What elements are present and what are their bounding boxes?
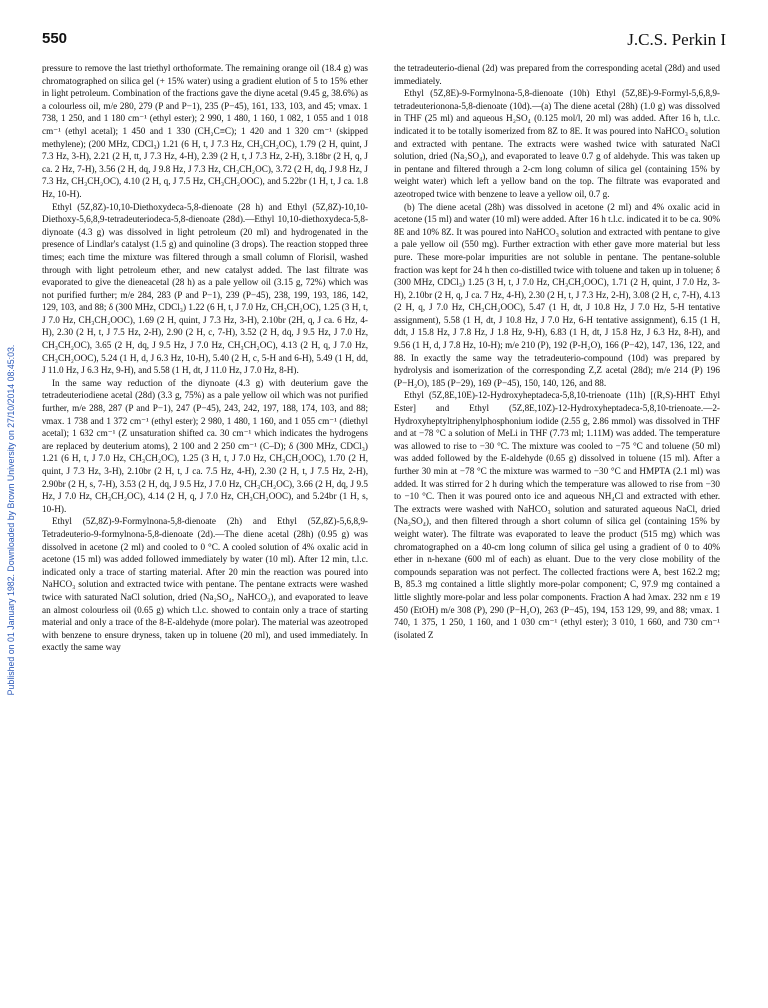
- page-number: 550: [42, 30, 68, 47]
- journal-title: J.C.S. Perkin I: [627, 30, 726, 49]
- download-watermark: [4, 0, 18, 1008]
- paragraph: Ethyl (5Z,8Z)-9-Formylnona-5,8-dienoate (2h) and Ethyl (5Z,8Z)-5,6,8,9-Tetradeuterio-9-formylnona-5,8-dienoate (2d).—The diene acetal (28h) (0.95 g) was dissolved in acetone (2 ml) and cooled to 0 °C. A cooled solution of 4% oxalic acid in acetone (15 ml) was added followed immediately by water (10 ml). After 12 min, t.l.c. indicated only a trace of starting material. After 20 min the reaction was poured into NaHCO₃ solution and extracted twice with pentane. The pentane extracts were washed twice with saturated NaCl solution, dried (Na₂SO₄, NaHCO₃), and evaporated to leave an almost colourless oil (0.65 g) which t.l.c. showed to contain only a trace of starting material and only a trace of the 8-E-aldehyde (more polar). The material was azeotroped with benzene to ensure dryness, taken up in toluene (20 ml), and used immediately. In exactly the same way: [42, 516, 368, 653]
- paragraph: the tetradeuterio-dienal (2d) was prepared from the corresponding acetal (28d) and used immediately.: [394, 63, 720, 86]
- paragraph: pressure to remove the last triethyl orthoformate. The remaining orange oil (18.4 g) was chromatographed on silica gel (+ 15% water) using a gradient elution of 5 to 15% ether in light petroleum. Combination of the fractions gave the diyne acetal (9.45 g, 38.6%) as a colourless oil, m/e 280, 279 (P and P−1), 235 (P−45), 161, 133, 103, and 45; νmax. 1 738, 1 250, and 1 180 cm⁻¹ (ethyl ester); 2 990, 1 480, 1 160, 1 082, 1 055 and 1 018 cm⁻¹ (ethyl acetal); 1 450 and 1 330 (CH₂C≡C); 1 420 and 1 320 cm⁻¹ (skipped methylene); (200 MHz, CDCl₃) 1.21 (6 H, t, J 7.3 Hz, CH₃CH₂OC), 1.79 (2 H, quint, J 7.3 Hz, 3-H), 2.21 (2 H, tt, J 7.3 Hz, 4-H), 2.39 (2 H, t, J 7.3 Hz, 2-H), 3.18br (2 H, q, J ca. 2 Hz, 7-H), 3.56 (2 H, dq, J 9.8 Hz, J 7.3 Hz, CH₃CH₂OC), 3.72 (2 H, dq, J 9.8 Hz, J 7.3 Hz, CH₃CH₂OC), 4.10 (2 H, q, J 7.5 Hz, CH₃CH₂OOC), and 5.22br (1 H, t, J ca. 1.8 Hz, 10-H).: [42, 63, 368, 199]
- right-column: [394, 62, 720, 990]
- left-column: [42, 62, 368, 990]
- watermark-text: Published on 01 January 1982. Downloaded by Brown University on 27/10/2014 08:45:03.: [6, 344, 16, 696]
- paragraph: Ethyl (5Z,8Z)-10,10-Diethoxydeca-5,8-dienoate (28 h) and Ethyl (5Z,8Z)-10,10-Diethoxy-5,6,8,9-tetradeuteriodeca-5,8-dienoate (28d).—Ethyl 10,10-diethoxydeca-5,8-diynoate (4.3 g) was dissolved in light petroleum (20 ml) and hydrogenated in the presence of Lindlar's catalyst (1.5 g) and quinoline (3 drops). The reaction stopped three times; each time the mixture was filtered through a small column of Florisil, washed through with light petroleum ether, and new catalyst added. The last filtrate was evaporated to give the dieneacetal (28 h) as a pale yellow oil (3.15 g, 72%) which was not purified further; m/e 284, 283 (P and P−1), 239 (P−45), 238, 199, 193, 186, 142, 129, 103, and 88; δ (300 MHz, CDCl₃) 1.22 (6 H, t, J 7.0 Hz, CH₃CH₂OC), 1.25 (3 H, t, J 7.0 Hz, CH₃CH₂OOC), 1.69 (2 H, quint, J 7.3 Hz, 3-H), 2.10br (2H, q, J ca. 6 Hz, 4-H), 2.30 (2 H, t, J 7.5 Hz, 2-H), 2.90 (2 H, c, 7-H), 3.52 (2 H, dq, J 9.5 Hz, J 7.0 Hz, CH₃CH₂OC), 3.65 (2 H, dq, J 9.5 Hz, J 7.0 Hz, CH₃CH₂OC), 4.13 (2 H, q, J 7.0 Hz, CH₃CH₂OOC), 5.24 (1 H, d, J 6.3 Hz, 10-H), 5.40 (2 H, c, 5-H and 6-H), 5.49 (1 H, dd, J 11.0 Hz, J 6.3 Hz, 9-H), and 5.58 (1 H, dt, J 11.0 Hz, J 7.0 Hz, 8-H).: [42, 201, 368, 376]
- paragraph: (b) The diene acetal (28h) was dissolved in acetone (2 ml) and 4% oxalic acid in acetone (15 ml) and water (10 ml) were added. After 16 h t.l.c. indicated it to be ca. 90% 8E and 10% 8Z. It was poured into NaHCO₃ solution and extracted with pentane to give a pale yellow oil (550 mg). Further extraction with ether gave more material but less pure. These more-polar impurities are not soluble in pentane. The pentane-soluble fraction was kept for 24 h then co-distilled twice with toluene and taken up in toluene; δ (300 MHz, CDCl₃) 1.25 (3 H, t, J 7.0 Hz, CH₃CH₂OOC), 1.71 (2 H, quint, J 7.0 Hz, 3-H), 2.10br (2 H, q, J ca. 7 Hz, 4-H), 2.30 (2 H, t, J 7.3 Hz, 2-H), 3.08 (2 H, c, 7-H), 4.13 (2 H, q, J 7.0 Hz, CH₃CH₂OOC), 5.47 (1 H, dt, J 10.8 Hz, J 7.0 Hz, 5-H tentative assignment), 5.58 (1 H, dt, J 10.8 Hz, J 7.0 Hz, 6-H tentative assignment), 6.15 (1 H, ddt, J 15.8 Hz, J 7.8 Hz, J 1.8 Hz, 9-H), 6.83 (1 H, dt, J 15.8 Hz, J 6.3 Hz, 8-H), and 9.56 (1 H, d, J 7.8 Hz, 10-H); m/e 210 (P), 192 (P-H₂O), 166 (P−42), 147, 136, 122, and 88. In exactly the same way the tetradeuterio-compound (10d) was prepared by hydrolysis and isomerization of the corresponding Z,Z acetal (28d); m/e 214 (P) 196 (P−H₂O), 185 (P−29), 169 (P−45), 150, 140, 126, and 88.: [394, 201, 720, 388]
- paragraph: Ethyl (5Z,8E)-9-Formylnona-5,8-dienoate (10h) Ethyl (5Z,8E)-9-Formyl-5,6,8,9-tetradeuterionona-5,8-dienoate (10d).—(a) The diene acetal (28h) (1.0 g) was dissolved in THF (25 ml) and aqueous H₂SO₄ (0.125 mol/l, 20 ml) was added. After 16 h, t.l.c. indicated it to be totally isomerized from 8Z to 8E. It was poured into NaHCO₃ solution and extracted with pentane. The extracts were washed twice with saturated NaCl solution, dried (Na₂SO₄), and evaporated to leave 0.7 g of aldehyde. This was taken up in pentane and filtered through a 2-cm long column of silica gel (containing 15% by weight water) which left a yellow band on the top. The filtrate was evaporated and azeotroped twice with benzene to leave a yellow oil, 0.7 g.: [394, 88, 720, 199]
- paragraph: Ethyl (5Z,8E,10E)-12-Hydroxyheptadeca-5,8,10-trienoate (11h) [(R,S)-HHT Ethyl Ester] and Ethyl (5Z,8E,10Z)-12-Hydroxyheptadeca-5,8,10-trienoate.—2-Hydroxyheptyltriphenylphosphonium iodide (2.55 g, 2.86 mmol) was dissolved in THF and at −78 °C a solution of MeLi in THF (7.73 ml; 1.11M) was added. The temperature was allowed to rise to −30 °C. The mixture was cooled to −75 °C and toluene (50 ml) was added followed by the E-aldehyde (0.65 g) dissolved in toluene (15 ml). After a further 30 min at −78 °C the mixture was warmed to −30 °C and HMPTA (2.1 ml) was added. It was stirred for 2 h during which the temperature was allowed to rise from −30 to −10 °C. Then it was poured onto ice and aqueous NH₄Cl and extracted with ether. The extracts were washed with NaHCO₃ solution and saturated aqueous NaCl, dried (Na₂SO₄), and then filtered through a short column of silica gel (containing 15% by weight water). The filtrate was evaporated to leave the product (515 mg) which was chromatographed on a 40-cm long column of silica gel using a gradient of 0 to 40% ether in n-hexane (600 ml of each) as eluant. Due to the very close mobility of the compounds separation was not perfect. The collected fractions were A, best 162.2 mg; B, 85.3 mg contained a little slightly more-polar component; C, 97.9 mg contained a little slightly more-polar and less polar components. Fraction A had λmax. 232 nm ε 19 450 (EtOH) m/e 308 (P), 290 (P−H₂O), 263 (P−45), 194, 153 129, 99, and 88; νmax. 1 740, 1 375, 1 250, 1 160, and 1 030 cm⁻¹ (ethyl ester); 3 010, 1 660, and 730 cm⁻¹ (isolated Z: [394, 390, 720, 640]
- paragraph: In the same way reduction of the diynoate (4.3 g) with deuterium gave the tetradeuteriodiene acetal (28d) (3.3 g, 75%) as a pale yellow oil which was not purified further, m/e 288, 287 (P and P−1), 247 (P−45), 243, 242, 197, 188, 174, 103, and 88; νmax. 1 738 and 1 372 cm⁻¹ (ethyl ester); 2 980, 1 480, 1 160, and 1 055 cm⁻¹ (diethyl acetal); 1 632 cm⁻¹ (Z unsaturation shifted ca. 30 cm⁻¹ which indicates the hydrogens are replaced by deuterium atoms), 2 100 and 2 250 cm⁻¹ (C–D); δ (300 MHz, CDCl₃) 1.21 (6 H, t, J 7.0 Hz, CH₃CH₂OC), 1.25 (3 H, t, J 7.0 Hz, CH₃CH₂OOC), 1.70 (2 H, quint, J 7.3 Hz, 3-H), 2.10br (2 H, t, J ca. 7.5 Hz, 4-H), 2.30 (2 H, t, J 7.5 Hz, 2-H), 2.90br (2 H, s, 7-H), 3.53 (2 H, dq, J 9.5 Hz, J 7.0 Hz, CH₃CH₂OC), 3.66 (2 H, dq, J 9.5 Hz, J 7.0 Hz, CH₃CH₂OC), 4.14 (2 H, q, J 7.0 Hz, CH₃CH₂OOC), and 5.24br (1 H, s, 10-H).: [42, 377, 368, 514]
